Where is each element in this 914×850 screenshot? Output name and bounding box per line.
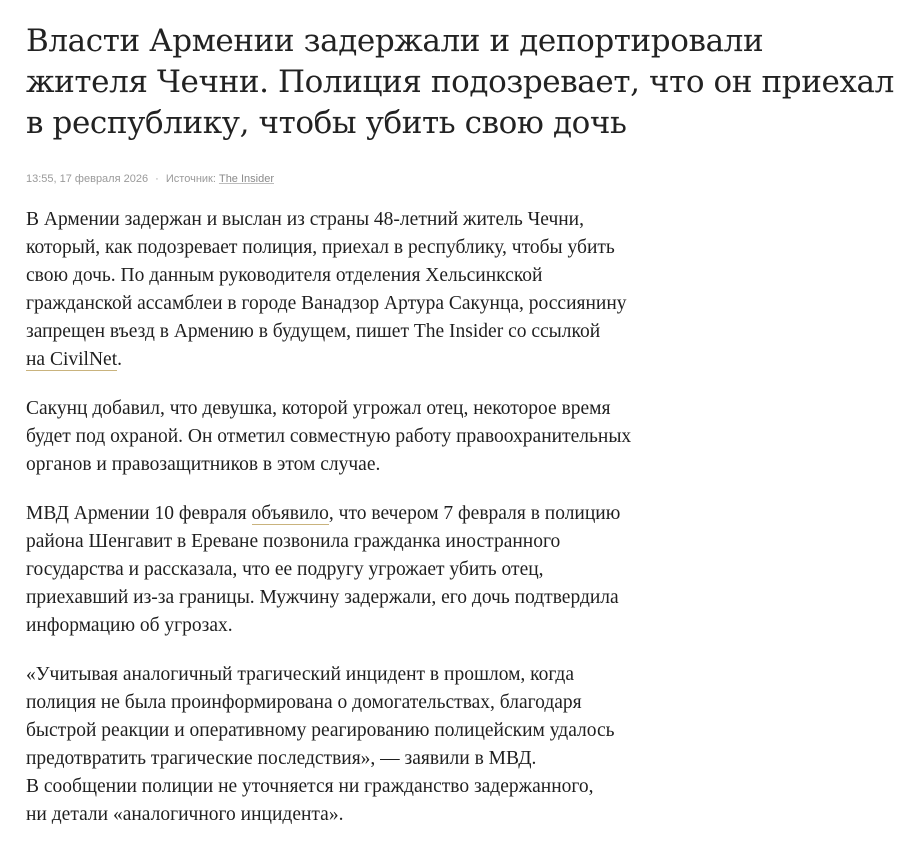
paragraph-line: В сообщении полиции не уточняется ни гражданство задержанного, — [26, 776, 594, 797]
paragraph-line: который, как подозревает полиция, приехал в республику, чтобы убить — [26, 237, 615, 258]
paragraph-line — [26, 500, 686, 528]
source-label: Источник: — [165, 173, 216, 185]
paragraph-line: государства и рассказала, что ее подругу угрожает убить отец, — [26, 559, 544, 580]
paragraph-line: будет под охраной. Он отметил совместную работу правоохранительных — [26, 426, 632, 447]
paragraph-line: ни детали «аналогичного инцидента». — [26, 804, 344, 825]
paragraph-line: гражданской ассамблеи в городе Ванадзор Артура Сакунца, россиянину — [26, 293, 627, 314]
paragraph — [26, 661, 686, 829]
article-meta — [26, 172, 274, 186]
paragraph-line: запрещен въезд в Армению в будущем, пишет The Insider со ссылкой — [26, 321, 601, 342]
paragraph-line: органов и правозащитников в этом случае. — [26, 454, 381, 475]
publish-timestamp: 13:55, 17 февраля 2026 — [26, 173, 149, 185]
civilnet-link[interactable]: на CivilNet — [26, 349, 118, 370]
paragraph-line: предотвратить трагические последствия», — заявили в МВД. — [26, 748, 537, 769]
paragraph — [26, 206, 686, 374]
paragraph-line: полиция не была проинформирована о домогательствах, благодаря — [26, 692, 582, 713]
paragraph-line: информацию об угрозах. — [26, 615, 233, 636]
announcement-link[interactable]: объявило — [251, 503, 329, 524]
article-body — [26, 206, 686, 850]
paragraph-text: , что вечером 7 февраля в полицию — [328, 503, 621, 524]
headline-line: жителя Чечни. Полиция подозревает, что он приехал — [26, 64, 894, 100]
meta-separator: · — [155, 173, 159, 185]
paragraph-line: свою дочь. По данным руководителя отделения Хельсинкской — [26, 265, 543, 286]
paragraph-line: Сакунц добавил, что девушка, которой угрожал отец, некоторое время — [26, 398, 611, 419]
paragraph-line — [26, 346, 686, 374]
paragraph-line: «Учитывая аналогичный трагический инцидент в прошлом, когда — [26, 664, 574, 685]
news-article — [26, 0, 896, 825]
source-link[interactable]: The Insider — [218, 173, 274, 185]
article-headline — [26, 0, 894, 144]
paragraph-line: быстрой реакции и оперативному реагированию полицейским удалось — [26, 720, 615, 741]
paragraph-line: района Шенгавит в Ереване позвонила гражданка иностранного — [26, 531, 561, 552]
headline-line: в республику, чтобы убить свою дочь — [26, 105, 627, 141]
paragraph-text: МВД Армении 10 февраля — [26, 503, 252, 524]
paragraph-text: . — [117, 349, 123, 370]
paragraph-line: приехавший из-за границы. Мужчину задержали, его дочь подтвердила — [26, 587, 619, 608]
headline-line: Власти Армении задержали и депортировали — [26, 23, 764, 59]
paragraph-line: В Армении задержан и выслан из страны 48-летний житель Чечни, — [26, 209, 584, 230]
paragraph — [26, 500, 686, 640]
paragraph — [26, 395, 686, 479]
